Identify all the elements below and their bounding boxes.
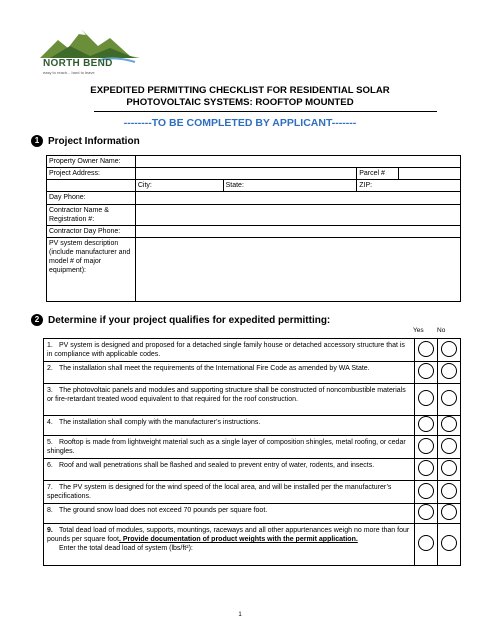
item-text: Rooftop is made from lightweight material such as a single layer of composition shingles, metal roofing, or cedar shingles.	[47, 439, 406, 455]
item-number: 8.	[47, 507, 53, 514]
qualification-row	[44, 362, 461, 384]
city-field[interactable]: City:	[135, 180, 223, 192]
parcel-label: Parcel #	[357, 168, 399, 180]
no-radio[interactable]	[441, 483, 457, 499]
owner-name-label: Property Owner Name:	[47, 156, 136, 168]
item-text: PV system is designed and proposed for a detached single family house or detached accessory structure that is in compliance with applicable codes.	[47, 342, 405, 358]
yes-radio[interactable]	[418, 438, 434, 454]
yes-radio[interactable]	[418, 483, 434, 499]
project-info-table	[46, 155, 461, 302]
title-divider	[94, 111, 437, 112]
section1-number-badge: 1	[31, 135, 43, 147]
dead-load-entry-label: Enter the total dead load of system (lbs/ft²):	[59, 545, 193, 552]
yes-radio[interactable]	[418, 535, 434, 551]
no-column-header: No	[437, 327, 446, 334]
item-text: Total dead load of modules, supports, mountings, raceways and all other appurtenances weigh no more than four pounds per square foot	[47, 527, 410, 543]
item-text: The installation shall comply with the manufacturer’s instructions.	[59, 419, 261, 426]
project-address-label: Project Address:	[47, 168, 136, 180]
item-number: 6.	[47, 462, 53, 469]
qualification-row	[44, 524, 461, 566]
contractor-name-field[interactable]	[135, 205, 460, 226]
section1-title: Project Information	[48, 135, 140, 147]
item-emphasis: . Provide documentation of product weights with the permit application.	[119, 536, 358, 543]
item-number: 1.	[47, 342, 53, 349]
yes-radio[interactable]	[418, 504, 434, 520]
contractor-phone-field[interactable]	[135, 226, 460, 238]
section2-title: Determine if your project qualifies for expedited permitting:	[48, 314, 331, 326]
no-radio[interactable]	[441, 390, 457, 406]
item-text: The ground snow load does not exceed 70 pounds per square foot.	[59, 507, 268, 514]
section2-number-badge: 2	[31, 314, 43, 326]
yes-radio[interactable]	[418, 363, 434, 379]
page-title-line1: EXPEDITED PERMITTING CHECKLIST FOR RESIDENTIAL SOLAR	[90, 85, 390, 96]
qualification-row	[44, 504, 461, 524]
yes-column-header: Yes	[413, 327, 424, 334]
item-text: The PV system is designed for the wind speed of the local area, and will be installed per the manufacturer’s specifications.	[47, 484, 392, 500]
qualification-row	[44, 436, 461, 459]
item-number: 3.	[47, 387, 53, 394]
item-text: Roof and wall penetrations shall be flashed and sealed to prevent entry of water, rodents, and insects.	[59, 462, 375, 469]
yes-radio[interactable]	[418, 416, 434, 432]
state-field[interactable]: State:	[223, 180, 357, 192]
qualification-row	[44, 459, 461, 481]
no-radio[interactable]	[441, 438, 457, 454]
no-radio[interactable]	[441, 416, 457, 432]
qualification-table	[43, 338, 461, 566]
yes-radio[interactable]	[418, 460, 434, 476]
zip-field[interactable]: ZIP:	[357, 180, 461, 192]
yes-radio[interactable]	[418, 390, 434, 406]
no-radio[interactable]	[441, 363, 457, 379]
pv-description-field[interactable]	[135, 238, 460, 302]
item-text: The photovoltaic panels and modules and supporting structure shall be constructed of noncombustible materials or fire-retardant treated wood equivalent to that required for the roof construction.	[47, 387, 406, 403]
section2-heading	[31, 314, 330, 326]
contractor-phone-label: Contractor Day Phone:	[47, 226, 136, 238]
qualification-row	[44, 339, 461, 362]
parcel-field[interactable]	[399, 168, 461, 180]
page-title-line2: PHOTOVOLTAIC SYSTEMS: ROOFTOP MOUNTED	[126, 97, 354, 108]
contractor-name-label: Contractor Name & Registration #:	[47, 205, 136, 226]
no-radio[interactable]	[441, 535, 457, 551]
day-phone-field[interactable]	[135, 192, 460, 205]
day-phone-label: Day Phone:	[47, 192, 136, 205]
no-radio[interactable]	[441, 341, 457, 357]
applicant-banner: --------TO BE COMPLETED BY APPLICANT-------	[123, 117, 357, 129]
no-radio[interactable]	[441, 504, 457, 520]
item-number: 7.	[47, 484, 53, 491]
page-number: 1	[238, 612, 242, 618]
qualification-row	[44, 384, 461, 416]
section1-heading	[31, 135, 140, 147]
item-number: 9.	[47, 527, 53, 534]
qualification-row	[44, 481, 461, 504]
logo-name: NORTH BEND	[43, 58, 113, 69]
qualification-row	[44, 416, 461, 436]
no-radio[interactable]	[441, 460, 457, 476]
item-number: 5.	[47, 439, 53, 446]
item-number: 4.	[47, 419, 53, 426]
item-number: 2.	[47, 365, 53, 372]
address-continuation-cell	[47, 180, 136, 192]
owner-name-field[interactable]	[135, 156, 460, 168]
pv-description-label: PV system description (include manufacturer and model # of major equipment):	[47, 238, 136, 302]
item-text: The installation shall meet the requirements of the International Fire Code as amended by WA State.	[59, 365, 370, 372]
logo-tagline: easy to reach... hard to leave	[43, 70, 95, 75]
yes-radio[interactable]	[418, 341, 434, 357]
project-address-field[interactable]	[135, 168, 356, 180]
